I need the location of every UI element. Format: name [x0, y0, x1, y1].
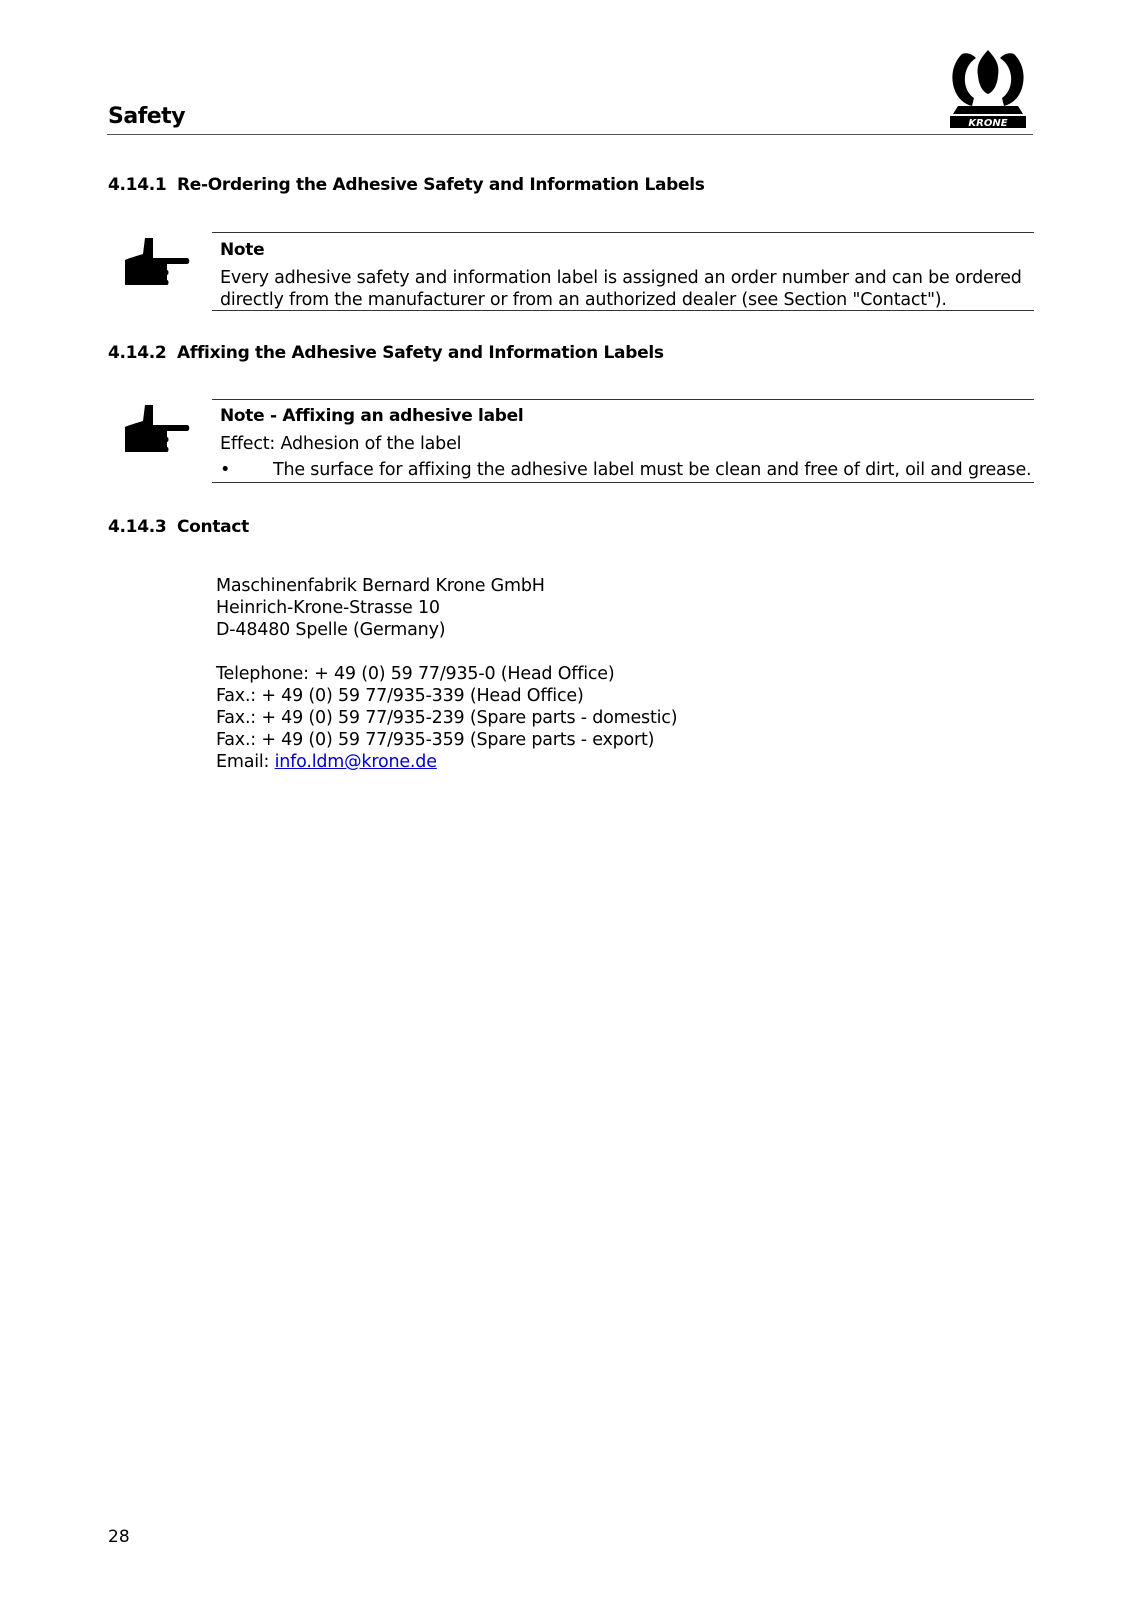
krone-crown-icon [948, 48, 1028, 130]
fax-line: Fax.: + 49 (0) 59 77/935-359 (Spare parts - export) [216, 730, 655, 750]
bullet-marker: • [220, 460, 231, 480]
note-bullet-item [220, 459, 1031, 481]
page-number: 28 [108, 1527, 130, 1547]
note-top-rule [212, 232, 1034, 233]
section-heading-4-14-1 [108, 175, 705, 195]
contact-numbers [216, 663, 677, 773]
section-number: 4.14.2 [108, 343, 167, 363]
logo-text: KRONE [968, 118, 1008, 129]
note-body [220, 267, 1022, 311]
pointing-hand-icon [123, 403, 191, 459]
section-number: 4.14.1 [108, 175, 167, 195]
pointing-hand-icon [123, 236, 191, 292]
section-title: Contact [177, 517, 249, 537]
page-header-title: Safety [108, 104, 186, 129]
section-title: Affixing the Adhesive Safety and Information Labels [177, 343, 664, 363]
address-line: D-48480 Spelle (Germany) [216, 620, 446, 640]
section-heading-4-14-3 [108, 517, 249, 537]
fax-line: Fax.: + 49 (0) 59 77/935-339 (Head Office) [216, 686, 584, 706]
email-line [216, 751, 677, 773]
address-line: Maschinenfabrik Bernard Krone GmbH [216, 576, 545, 596]
note-effect: Effect: Adhesion of the label [220, 434, 462, 454]
address-line: Heinrich-Krone-Strasse 10 [216, 598, 440, 618]
email-link[interactable]: info.ldm@krone.de [274, 752, 437, 772]
header-divider [107, 134, 1033, 135]
note-line: directly from the manufacturer or from an authorized dealer (see Section "Contact"). [220, 290, 947, 310]
note-bottom-rule [212, 310, 1034, 311]
krone-logo [948, 48, 1028, 130]
note-top-rule [212, 399, 1034, 400]
bullet-text: The surface for affixing the adhesive label must be clean and free of dirt, oil and grease. [273, 460, 1032, 480]
phone-line: Telephone: + 49 (0) 59 77/935-0 (Head Office) [216, 664, 615, 684]
section-title: Re-Ordering the Adhesive Safety and Information Labels [177, 175, 705, 195]
note-bottom-rule [212, 482, 1034, 483]
note-title: Note [220, 240, 265, 260]
section-heading-4-14-2 [108, 343, 664, 363]
fax-line: Fax.: + 49 (0) 59 77/935-239 (Spare parts - domestic) [216, 708, 678, 728]
note-line: Every adhesive safety and information label is assigned an order number and can be ordered [220, 268, 1022, 288]
section-number: 4.14.3 [108, 517, 167, 537]
contact-address [216, 575, 545, 641]
note-title: Note - Affixing an adhesive label [220, 406, 524, 426]
email-label: Email: [216, 752, 275, 772]
